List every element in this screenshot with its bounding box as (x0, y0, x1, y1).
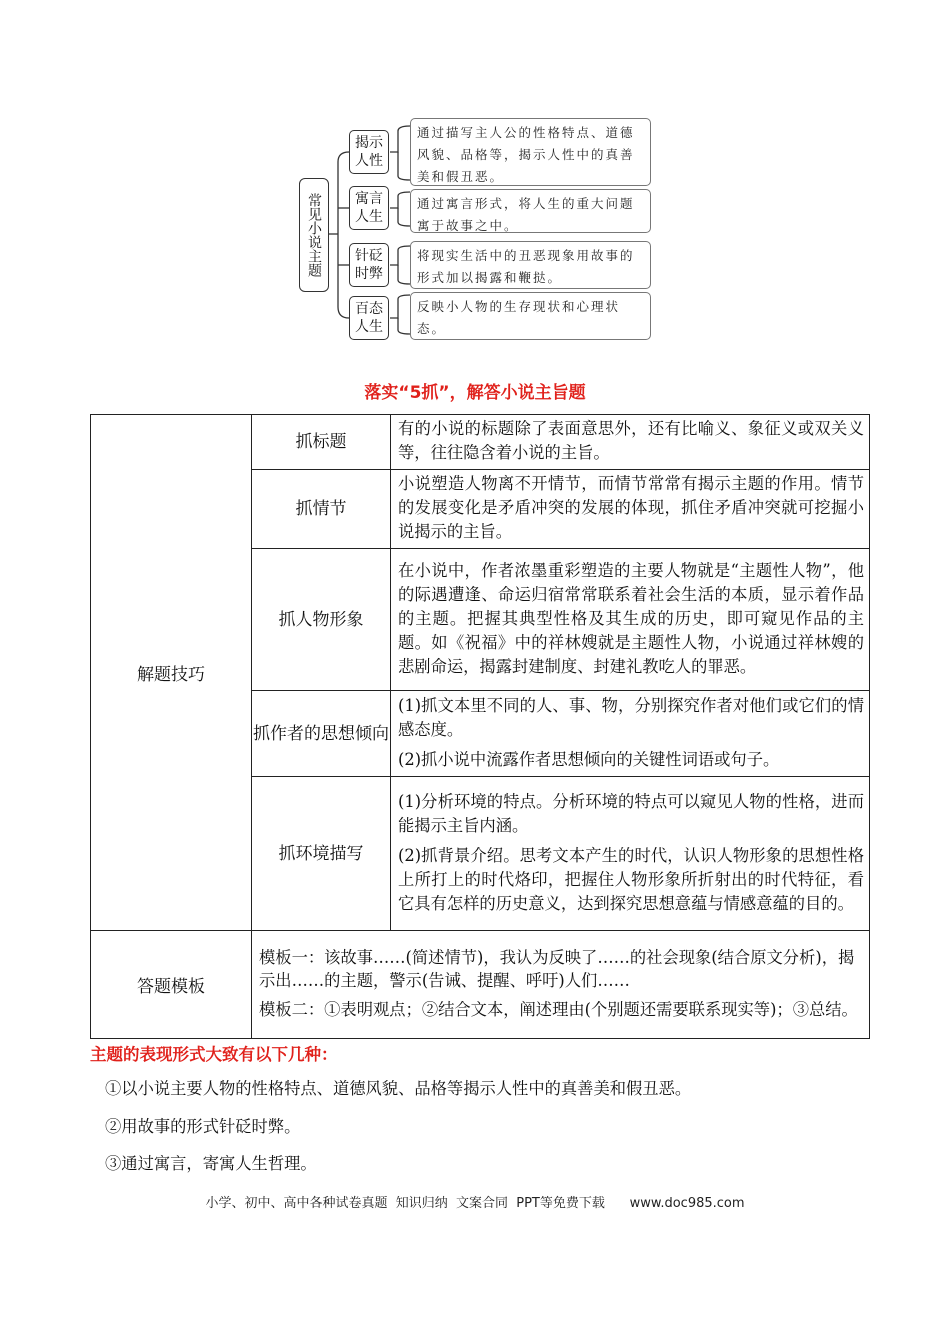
list-item: ②用故事的形式针砭时弊。 (105, 1117, 301, 1136)
forms-title: 主题的表现形式大致有以下几种： (90, 1045, 338, 1064)
mindmap-node-criticize-evils: 针砭时弊 (349, 243, 389, 287)
row-label-plot: 抓情节 (252, 470, 391, 549)
mindmap-root: 常见小说主题 (299, 178, 329, 292)
category-template: 答题模板 (91, 931, 252, 1039)
row-label-title: 抓标题 (252, 415, 391, 470)
page-footer: 小学、初中、高中各种试卷真题 知识归纳 文案合同 PPT等免费下载 www.doc985.com (205, 1196, 745, 1211)
mindmap-node-allegory-life: 寓言人生 (349, 186, 389, 230)
list-item: ①以小说主要人物的性格特点、道德风貌、品格等揭示人性中的真善美和假丑恶。 (105, 1079, 692, 1098)
paragraph: 模板二：①表明观点；②结合文本，阐述理由(个别题还需要联系现实等)；③总结。 (259, 1000, 858, 1019)
table-row (91, 931, 870, 1039)
category-skills: 解题技巧 (91, 415, 252, 931)
section-title: 落实“5抓”，解答小说主旨题 (364, 383, 586, 403)
row-text-character (391, 549, 870, 691)
row-text-plot (391, 470, 870, 549)
paragraph: (2)抓小说中流露作者思想倾向的关键性词语或句子。 (398, 749, 780, 769)
paragraph: (1)分析环境的特点。分析环境的特点可以窥见人物的性格，进而能揭示主旨内涵。 (398, 791, 864, 835)
paragraph: (1)抓文本里不同的人、事、物，分别探究作者对他们或它们的情感态度。 (398, 695, 864, 739)
theme-mindmap (0, 0, 950, 360)
table-row (91, 415, 870, 470)
mindmap-desc-varied-life: 反映小人物的生存现状和心理状态。 (410, 292, 651, 340)
mindmap-desc-allegory-life: 通过寓言形式，将人生的重大问题寓于故事之中。 (410, 189, 651, 233)
list-item: ③通过寓言，寄寓人生哲理。 (105, 1154, 317, 1173)
mindmap-desc-criticize-evils: 将现实生活中的丑恶现象用故事的形式加以揭露和鞭挞。 (410, 241, 651, 289)
row-label-character: 抓人物形象 (252, 549, 391, 691)
method-table (90, 414, 870, 1039)
mindmap-desc-reveal-humanity: 通过描写主人公的性格特点、道德风貌、品格等，揭示人性中的真善美和假丑恶。 (410, 118, 651, 186)
paragraph: 模板一：该故事……(简述情节)，我认为反映了……的社会现象(结合原文分析)，揭示出……的主题，警示(告诫、提醒、呼吁)人们…… (259, 948, 855, 990)
row-text-environment (391, 777, 870, 931)
paragraph: 有的小说的标题除了表面意思外，还有比喻义、象征义或双关义等，往往隐含着小说的主旨。 (398, 419, 864, 462)
row-label-author-tendency: 抓作者的思想倾向 (252, 691, 391, 777)
paragraph: 小说塑造人物离不开情节，而情节常常有揭示主题的作用。情节的发展变化是矛盾冲突的发展的体现，抓住矛盾冲突就可挖掘小说揭示的主旨。 (398, 474, 864, 541)
mindmap-node-varied-life: 百态人生 (349, 296, 389, 340)
row-text-title (391, 415, 870, 470)
paragraph: (2)抓背景介绍。思考文本产生的时代，认识人物形象的思想性格上所打上的时代烙印，把握住人物形象所折射出的时代特征，看它具有怎样的历史意义，达到探究思想意蕴与情感意蕴的目的。 (398, 845, 864, 913)
row-label-environment: 抓环境描写 (252, 777, 391, 931)
mindmap-node-reveal-humanity: 揭示人性 (349, 130, 389, 174)
row-text-author-tendency (391, 691, 870, 777)
paragraph: 在小说中，作者浓墨重彩塑造的主要人物就是“主题性人物”，他的际遇遭逢、命运归宿常常联系着社会生活的本质，显示着作品的主题。把握其典型性格及其生成的历史，即可窥见作品的主题。如《祝福》中的祥林嫂就是主题性人物，小说通过祥林嫂的悲剧命运，揭露封建制度、封建礼教吃人的罪恶。 (398, 560, 864, 676)
template-text (252, 931, 870, 1039)
